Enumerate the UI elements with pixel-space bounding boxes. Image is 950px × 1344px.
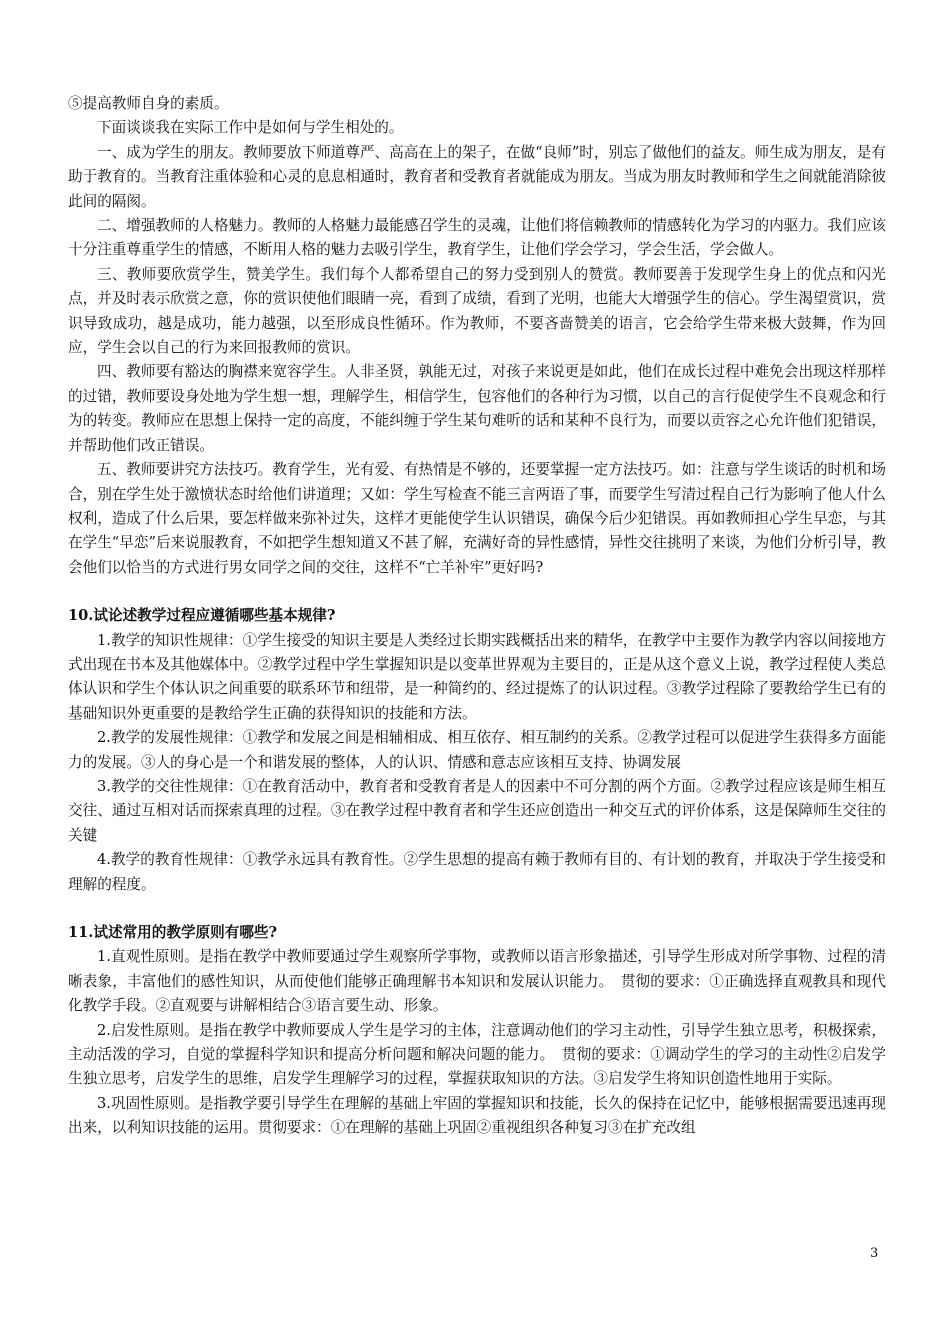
document-body [68, 92, 886, 1141]
paragraph: 1.教学的知识性规律：①学生接受的知识主要是人类经过长期实践概括出来的精华，在教学中主要作为教学内容以间接地方式出现在书本及其他媒体中。②教学过程中学生掌握知识是以变革世界观为主要目的，正是从这个意义上说，教学过程使人类总体认识和学生个体认识之间重要的联系环节和纽带，是一种简约的、经过提炼了的认识过程。③教学过程除了要教给学生已有的基础知识外更重要的是教给学生正确的获得知识的技能和方法。 [68, 631, 886, 722]
paragraph: 二、增强教师的人格魅力。教师的人格魅力最能感召学生的灵魂，让他们将信赖教师的情感转化为学习的内驱力。我们应该十分注重尊重学生的情感，不断用人格的魅力去吸引学生，教育学生，让他们学会学习，学会生活，学会做人。 [68, 217, 886, 259]
paragraph: ⑤提高教师自身的素质。 [68, 95, 229, 112]
paragraph: 2.教学的发展性规律：①教学和发展之间是相辅相成、相互依存、相互制约的关系。②教学过程可以促进学生获得多方面能力的发展。③人的身心是一个和谐发展的整体，人的认识、情感和意志应该相互支持、协调发展 [68, 729, 886, 771]
paragraph: 2.启发性原则。是指在教学中教师要成人学生是学习的主体，注意调动他们的学习主动性，引导学生独立思考，积极探索，主动活泼的学习，自觉的掌握科学知识和提高分析问题和解决问题的能力。 贯彻的要求：①调动学生的学习的主动性②启发学生独立思考，启发学生的思维，启发学生理解学习的过程，掌握获取知识的方法。③启发学生将知识创造性地用于实际。 [68, 1021, 886, 1088]
paragraph: 三、教师要欣赏学生，赞美学生。我们每个人都希望自己的努力受到别人的赞赏。教师要善于发现学生身上的优点和闪光点，并及时表示欣赏之意，你的赏识使他们眼睛一亮，看到了成绩，看到了光明，也能大大增强学生的信心。学生渴望赏识，赏识导致成功，越是成功，能力越强，以至形成良性循环。作为教师，不要吝啬赞美的语言，它会给学生带来极大鼓舞，作为回应，学生会以自己的行为来回报教师的赏识。 [68, 265, 886, 357]
paragraph: 下面谈谈我在实际工作中是如何与学生相处的。 [97, 119, 404, 137]
paragraph: 4.教学的教育性规律：①教学永远具有教育性。②学生思想的提高有赖于教师有目的、有计划的教育，并取决于学生接受和理解的程度。 [68, 851, 886, 893]
paragraph: 3.巩固性原则。是指教学要引导学生在理解的基础上牢固的掌握知识和技能，长久的保持在记忆中，能够根据需要迅速再现出来，以利知识技能的运用。贯彻要求：①在理解的基础上巩固②重视组织各种复习③在扩充改组 [68, 1094, 886, 1137]
paragraph: 1.直观性原则。是指在教学中教师要通过学生观察所学事物，或教师以语言形象描述，引导学生形成对所学事物、过程的清晰表象，丰富他们的感性知识，从而使他们能够正确理解书本知识和发展认识能力。 贯彻的要求：①正确选择直观教具和现代化教学手段。②直观要与讲解相结合③语言要生动、形象。 [68, 948, 886, 1015]
paragraph: 五、教师要讲究方法技巧。教育学生，光有爱、有热情是不够的，还要掌握一定方法技巧。如：注意与学生谈话的时机和场合，别在学生处于激愤状态时给他们讲道理；又如：学生写检查不能三言两语了事，而要学生写清过程自己行为影响了他人什么权利，造成了什么后果，要怎样做来弥补过失，这样才更能使学生认识错误，确保今后少犯错误。再如教师担心学生早恋，与其在学生“早恋”后来说服教育，不如把学生想知道又不甚了解，充满好奇的异性感情，异性交往挑明了来谈，为他们分析引导，教会他们以恰当的方式进行男女同学之间的交往，这样不“亡羊补牢”更好吗? [68, 461, 886, 576]
paragraph: 3.教学的交往性规律：①在教育活动中，教育者和受教育者是人的因素中不可分割的两个方面。②教学过程应该是师生相互交往、通过互相对话而探索真理的过程。③在教学过程中教育者和学生还应创造出一种交互式的评价体系，这是保障师生交往的关键 [68, 777, 886, 844]
paragraph: 四、教师要有豁达的胸襟来宽容学生。人非圣贤，孰能无过，对孩子来说更是如此，他们在成长过程中难免会出现这样那样的过错，教师要设身处地为学生想一想，理解学生，相信学生，包容他们的各种行为习惯，以自己的言行促使学生不良观念和行为的转变。教师应在思想上保持一定的高度，不能纠缠于学生某句难听的话和某种不良行为，而要以贡容之心允许他们犯错误，并帮助他们改正错误。 [68, 363, 886, 454]
question-11-heading: 11.试述常用的教学原则有哪些? [68, 924, 278, 941]
page-number: 3 [870, 1246, 879, 1261]
question-10-heading: 10.试论述教学过程应遵循哪些基本规律? [68, 607, 336, 625]
paragraph: 一、成为学生的朋友。教师要放下师道尊严、高高在上的架子，在做“良师”时，别忘了做他们的益友。师生成为朋友，是有助于教育的。当教育注重体验和心灵的息息相通时，教育者和受教育者就能成为朋友。当成为朋友时教师和学生之间就能消除彼此间的隔阂。 [68, 143, 886, 210]
